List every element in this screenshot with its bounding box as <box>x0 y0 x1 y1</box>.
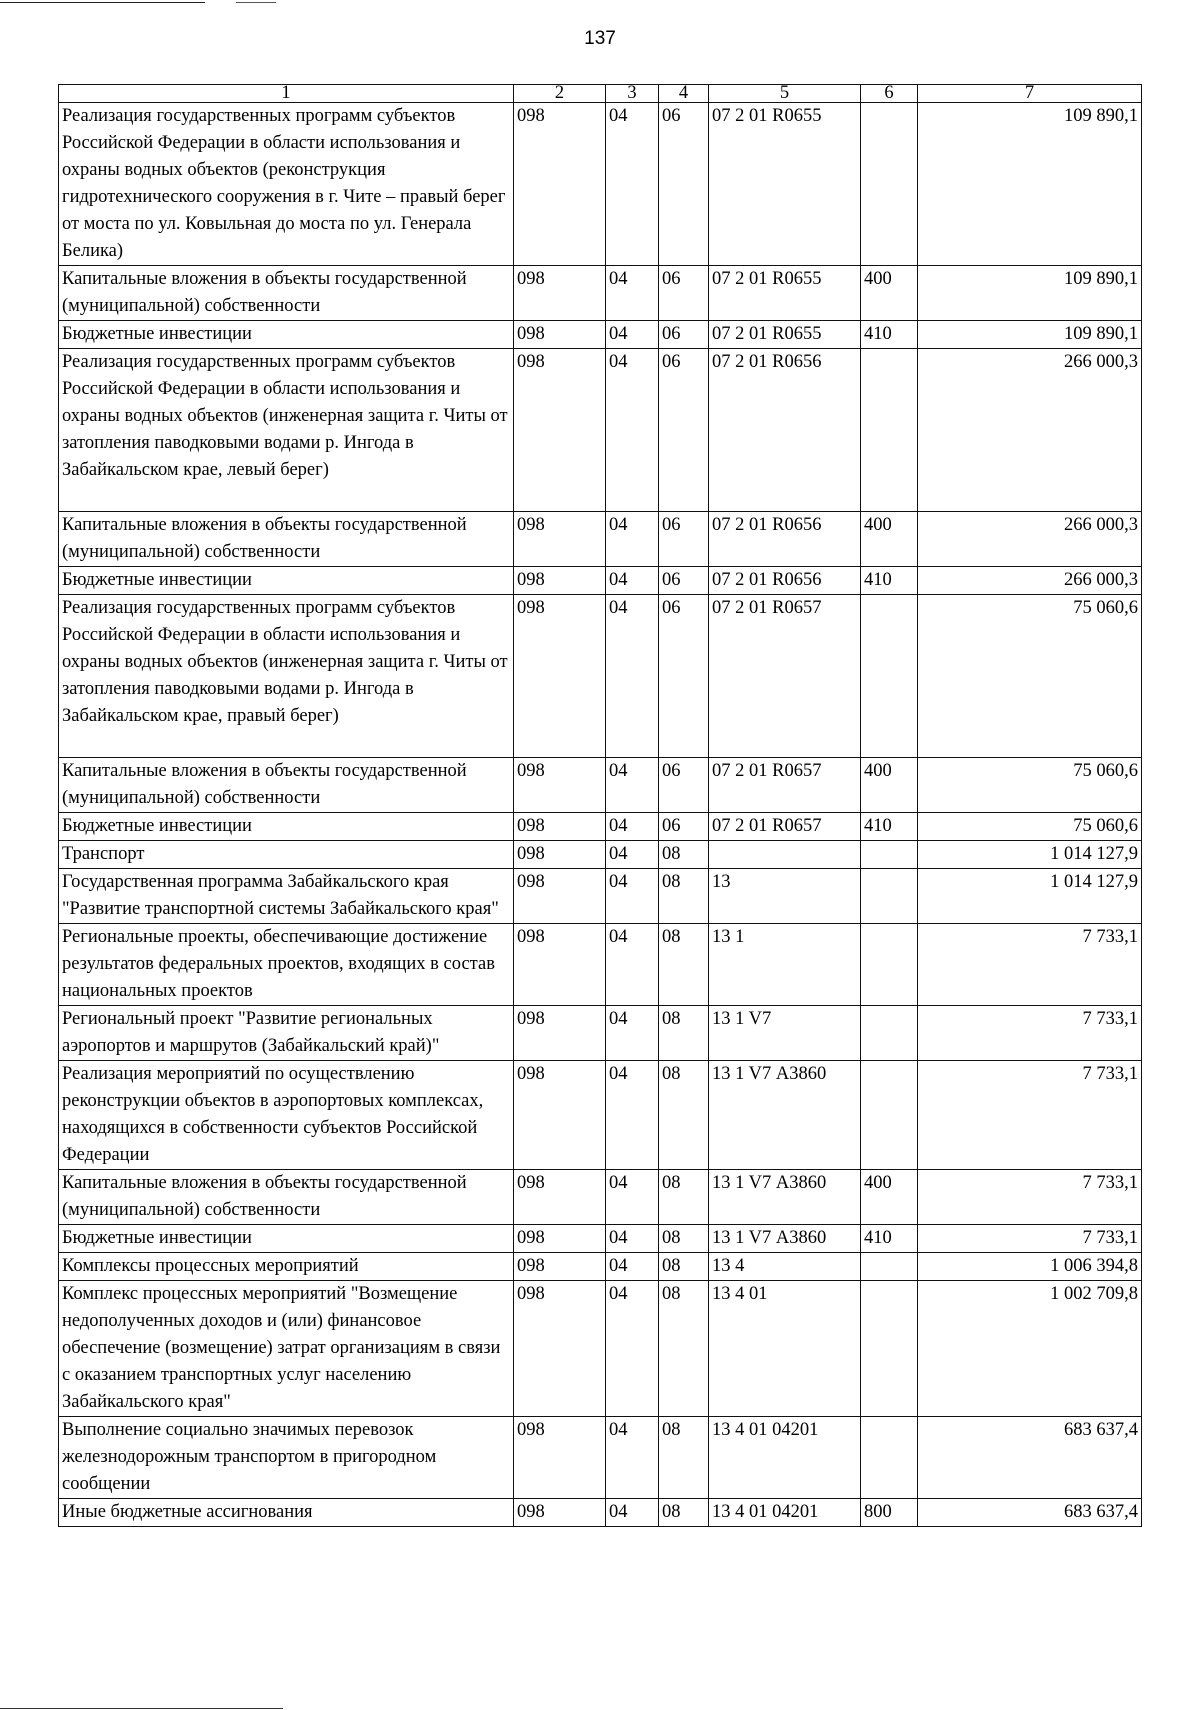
row-code-cell: 098 <box>514 1499 606 1527</box>
row-name-cell: Транспорт <box>59 841 514 869</box>
row-amount-cell: 75 060,6 <box>918 758 1142 813</box>
row-amount-cell: 7 733,1 <box>918 924 1142 1006</box>
row-name-cell: Выполнение социально значимых перевозок железнодорожным транспортом в пригородном сообщении <box>59 1417 514 1499</box>
row-section-cell: 04 <box>606 1225 659 1253</box>
bottom-rule <box>0 1708 283 1709</box>
row-subsection-cell: 06 <box>659 266 709 321</box>
row-expense-type-cell <box>861 349 918 512</box>
row-code-cell: 098 <box>514 1225 606 1253</box>
row-expense-type-cell <box>861 1281 918 1417</box>
row-subsection-cell: 06 <box>659 512 709 567</box>
row-code-cell: 098 <box>514 758 606 813</box>
table-row <box>59 1061 1142 1170</box>
table-row <box>59 1417 1142 1499</box>
row-name-cell: Капитальные вложения в объекты государственной (муниципальной) собственности <box>59 1170 514 1225</box>
table-row <box>59 1006 1142 1061</box>
row-subsection-cell: 08 <box>659 1061 709 1170</box>
row-code-cell: 098 <box>514 103 606 266</box>
row-name-cell: Реализация государственных программ субъектов Российской Федерации в области использования и охраны водных объектов (реконструкция гидротехнического сооружения в г. Чите – правый берег от моста по ул. Ковыльная до моста по ул. Генерала Белика) <box>59 103 514 266</box>
row-amount-cell: 1 014 127,9 <box>918 841 1142 869</box>
row-code-cell: 098 <box>514 349 606 512</box>
row-subsection-cell: 08 <box>659 1006 709 1061</box>
row-code-cell: 098 <box>514 869 606 924</box>
row-target-article-cell <box>709 841 861 869</box>
row-subsection-cell: 08 <box>659 1499 709 1527</box>
row-code-cell: 098 <box>514 1281 606 1417</box>
row-amount-cell: 75 060,6 <box>918 813 1142 841</box>
row-expense-type-cell: 410 <box>861 567 918 595</box>
row-name-cell: Бюджетные инвестиции <box>59 1225 514 1253</box>
table-row <box>59 321 1142 349</box>
row-name-cell: Бюджетные инвестиции <box>59 813 514 841</box>
row-subsection-cell: 08 <box>659 924 709 1006</box>
top-rule-fragment <box>236 2 276 3</box>
row-amount-cell: 683 637,4 <box>918 1499 1142 1527</box>
row-expense-type-cell <box>861 103 918 266</box>
row-target-article-cell: 13 1 <box>709 924 861 1006</box>
row-target-article-cell: 13 1 V7 А3860 <box>709 1170 861 1225</box>
row-expense-type-cell <box>861 841 918 869</box>
row-name-cell: Реализация мероприятий по осуществлению реконструкции объектов в аэропортовых комплексах, находящихся в собственности субъектов Российской Федерации <box>59 1061 514 1170</box>
row-code-cell: 098 <box>514 813 606 841</box>
row-target-article-cell: 07 2 01 R0656 <box>709 349 861 512</box>
table-row <box>59 869 1142 924</box>
header-row <box>59 85 1142 103</box>
row-target-article-cell: 13 1 V7 <box>709 1006 861 1061</box>
row-section-cell: 04 <box>606 1499 659 1527</box>
row-amount-cell: 109 890,1 <box>918 103 1142 266</box>
budget-table <box>58 84 1142 1527</box>
row-name-cell: Капитальные вложения в объекты государственной (муниципальной) собственности <box>59 758 514 813</box>
table-row <box>59 1499 1142 1527</box>
row-expense-type-cell: 400 <box>861 1170 918 1225</box>
row-subsection-cell: 06 <box>659 758 709 813</box>
row-expense-type-cell: 400 <box>861 512 918 567</box>
row-section-cell: 04 <box>606 567 659 595</box>
row-subsection-cell: 08 <box>659 1170 709 1225</box>
row-section-cell: 04 <box>606 1170 659 1225</box>
row-section-cell: 04 <box>606 924 659 1006</box>
row-section-cell: 04 <box>606 349 659 512</box>
row-subsection-cell: 06 <box>659 595 709 758</box>
row-subsection-cell: 06 <box>659 567 709 595</box>
row-expense-type-cell: 800 <box>861 1499 918 1527</box>
row-code-cell: 098 <box>514 1061 606 1170</box>
row-name-cell: Капитальные вложения в объекты государственной (муниципальной) собственности <box>59 512 514 567</box>
table-row <box>59 512 1142 567</box>
header-col-6: 6 <box>861 85 918 103</box>
row-subsection-cell: 06 <box>659 103 709 266</box>
table-row <box>59 813 1142 841</box>
row-name-cell: Бюджетные инвестиции <box>59 567 514 595</box>
row-code-cell: 098 <box>514 841 606 869</box>
row-target-article-cell: 13 4 <box>709 1253 861 1281</box>
header-col-3: 3 <box>606 85 659 103</box>
row-amount-cell: 75 060,6 <box>918 595 1142 758</box>
row-target-article-cell: 13 4 01 <box>709 1281 861 1417</box>
row-amount-cell: 683 637,4 <box>918 1417 1142 1499</box>
row-expense-type-cell <box>861 924 918 1006</box>
row-target-article-cell: 07 2 01 R0657 <box>709 595 861 758</box>
row-name-cell: Иные бюджетные ассигнования <box>59 1499 514 1527</box>
row-section-cell: 04 <box>606 758 659 813</box>
row-expense-type-cell <box>861 1061 918 1170</box>
row-amount-cell: 266 000,3 <box>918 349 1142 512</box>
row-section-cell: 04 <box>606 321 659 349</box>
row-target-article-cell: 13 4 01 04201 <box>709 1417 861 1499</box>
row-subsection-cell: 08 <box>659 869 709 924</box>
row-expense-type-cell: 410 <box>861 321 918 349</box>
table-row <box>59 266 1142 321</box>
table-row <box>59 1253 1142 1281</box>
row-expense-type-cell <box>861 595 918 758</box>
page-number: 137 <box>584 28 616 49</box>
row-section-cell: 04 <box>606 266 659 321</box>
row-amount-cell: 266 000,3 <box>918 512 1142 567</box>
row-subsection-cell: 06 <box>659 349 709 512</box>
row-subsection-cell: 06 <box>659 321 709 349</box>
row-name-cell: Комплекс процессных мероприятий "Возмещение недополученных доходов и (или) финансовое обеспечение (возмещение) затрат организациям в связи с оказанием транспортных услуг населению Забайкальского края" <box>59 1281 514 1417</box>
table-row <box>59 595 1142 758</box>
row-amount-cell: 7 733,1 <box>918 1061 1142 1170</box>
row-target-article-cell: 07 2 01 R0655 <box>709 266 861 321</box>
row-expense-type-cell: 400 <box>861 266 918 321</box>
table-row <box>59 1281 1142 1417</box>
row-subsection-cell: 08 <box>659 1417 709 1499</box>
row-code-cell: 098 <box>514 512 606 567</box>
row-code-cell: 098 <box>514 1006 606 1061</box>
row-subsection-cell: 08 <box>659 841 709 869</box>
header-col-7: 7 <box>918 85 1142 103</box>
table-row <box>59 349 1142 512</box>
row-code-cell: 098 <box>514 567 606 595</box>
row-expense-type-cell <box>861 1253 918 1281</box>
table-row <box>59 924 1142 1006</box>
row-amount-cell: 1 014 127,9 <box>918 869 1142 924</box>
row-amount-cell: 266 000,3 <box>918 567 1142 595</box>
row-section-cell: 04 <box>606 595 659 758</box>
row-section-cell: 04 <box>606 1417 659 1499</box>
row-name-cell: Капитальные вложения в объекты государственной (муниципальной) собственности <box>59 266 514 321</box>
row-name-cell: Государственная программа Забайкальского края "Развитие транспортной системы Забайкальского края" <box>59 869 514 924</box>
row-code-cell: 098 <box>514 1253 606 1281</box>
row-target-article-cell: 07 2 01 R0656 <box>709 512 861 567</box>
row-subsection-cell: 08 <box>659 1281 709 1417</box>
row-target-article-cell: 07 2 01 R0655 <box>709 321 861 349</box>
row-section-cell: 04 <box>606 869 659 924</box>
row-expense-type-cell <box>861 869 918 924</box>
row-target-article-cell: 07 2 01 R0657 <box>709 813 861 841</box>
table-row <box>59 1225 1142 1253</box>
row-name-cell: Региональный проект "Развитие региональных аэропортов и маршрутов (Забайкальский край)" <box>59 1006 514 1061</box>
row-section-cell: 04 <box>606 103 659 266</box>
table-row <box>59 103 1142 266</box>
row-target-article-cell: 13 <box>709 869 861 924</box>
header-col-1: 1 <box>59 85 514 103</box>
row-amount-cell: 1 002 709,8 <box>918 1281 1142 1417</box>
row-section-cell: 04 <box>606 813 659 841</box>
header-col-4: 4 <box>659 85 709 103</box>
row-name-cell: Реализация государственных программ субъектов Российской Федерации в области использования и охраны водных объектов (инженерная защита г. Читы от затопления паводковыми водами р. Ингода в Забайкальском крае, левый берег) <box>59 349 514 512</box>
row-target-article-cell: 07 2 01 R0657 <box>709 758 861 813</box>
row-expense-type-cell <box>861 1006 918 1061</box>
row-amount-cell: 7 733,1 <box>918 1170 1142 1225</box>
row-target-article-cell: 07 2 01 R0655 <box>709 103 861 266</box>
row-expense-type-cell: 410 <box>861 1225 918 1253</box>
row-expense-type-cell: 410 <box>861 813 918 841</box>
row-section-cell: 04 <box>606 1061 659 1170</box>
row-code-cell: 098 <box>514 1417 606 1499</box>
row-section-cell: 04 <box>606 841 659 869</box>
row-code-cell: 098 <box>514 266 606 321</box>
row-subsection-cell: 08 <box>659 1225 709 1253</box>
row-name-cell: Комплексы процессных мероприятий <box>59 1253 514 1281</box>
table-row <box>59 841 1142 869</box>
header-col-5: 5 <box>709 85 861 103</box>
row-section-cell: 04 <box>606 1006 659 1061</box>
row-amount-cell: 109 890,1 <box>918 321 1142 349</box>
row-expense-type-cell <box>861 1417 918 1499</box>
row-section-cell: 04 <box>606 1253 659 1281</box>
row-code-cell: 098 <box>514 321 606 349</box>
row-amount-cell: 1 006 394,8 <box>918 1253 1142 1281</box>
row-amount-cell: 109 890,1 <box>918 266 1142 321</box>
row-target-article-cell: 13 1 V7 А3860 <box>709 1225 861 1253</box>
row-target-article-cell: 13 4 01 04201 <box>709 1499 861 1527</box>
row-name-cell: Бюджетные инвестиции <box>59 321 514 349</box>
row-subsection-cell: 06 <box>659 813 709 841</box>
row-section-cell: 04 <box>606 1281 659 1417</box>
table-row <box>59 567 1142 595</box>
row-target-article-cell: 13 1 V7 А3860 <box>709 1061 861 1170</box>
table-row <box>59 758 1142 813</box>
row-name-cell: Региональные проекты, обеспечивающие достижение результатов федеральных проектов, входящих в состав национальных проектов <box>59 924 514 1006</box>
table-row <box>59 1170 1142 1225</box>
row-subsection-cell: 08 <box>659 1253 709 1281</box>
row-amount-cell: 7 733,1 <box>918 1006 1142 1061</box>
row-section-cell: 04 <box>606 512 659 567</box>
row-code-cell: 098 <box>514 924 606 1006</box>
header-col-2: 2 <box>514 85 606 103</box>
row-code-cell: 098 <box>514 595 606 758</box>
row-amount-cell: 7 733,1 <box>918 1225 1142 1253</box>
row-name-cell: Реализация государственных программ субъектов Российской Федерации в области использования и охраны водных объектов (инженерная защита г. Читы от затопления паводковыми водами р. Ингода в Забайкальском крае, правый берег) <box>59 595 514 758</box>
row-expense-type-cell: 400 <box>861 758 918 813</box>
row-target-article-cell: 07 2 01 R0656 <box>709 567 861 595</box>
row-code-cell: 098 <box>514 1170 606 1225</box>
top-rule <box>0 2 205 3</box>
